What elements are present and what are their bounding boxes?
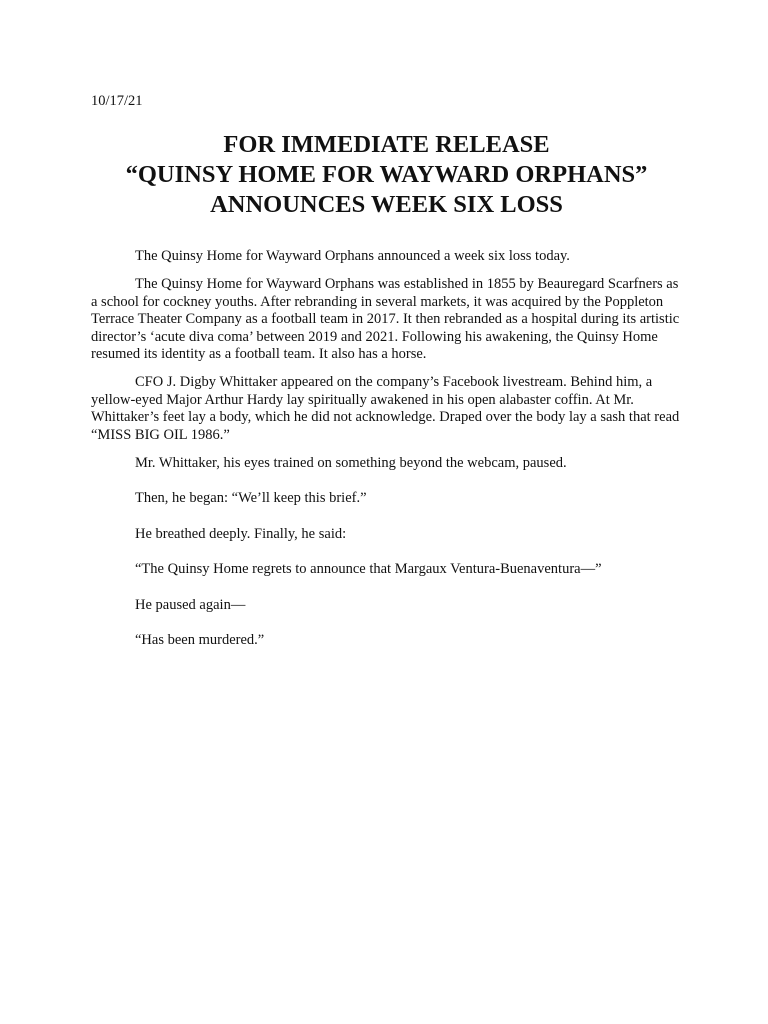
paragraph-8: He paused again—	[135, 596, 246, 613]
headline-line-3: ANNOUNCES WEEK SIX LOSS	[210, 191, 563, 218]
paragraph-4: Mr. Whittaker, his eyes trained on something beyond the webcam, paused.	[135, 455, 567, 472]
paragraph-3: CFO J. Digby Whittaker appeared on the company’s Facebook livestream. Behind him, a yellow-eyed Major Arthur Hardy lay spiritually awakened in his open alabaster coffin. At Mr. Whittaker’s feet lay a body, which he did not acknowledge. Draped over the body lay a sash that read “MISS BIG OIL 1986.”	[91, 374, 680, 443]
paragraph-9: “Has been murdered.”	[135, 632, 265, 649]
paragraph-6: He breathed deeply. Finally, he said:	[135, 525, 347, 542]
paragraph-1: The Quinsy Home for Wayward Orphans announced a week six loss today.	[135, 248, 570, 264]
release-date: 10/17/21	[91, 93, 143, 109]
headline	[91, 130, 682, 220]
paragraph-5: Then, he began: “We’ll keep this brief.”	[135, 490, 367, 507]
paragraph-7: “The Quinsy Home regrets to announce that Margaux Ventura-Buenaventura—”	[135, 561, 602, 578]
headline-line-1: FOR IMMEDIATE RELEASE	[223, 131, 550, 158]
paragraph-2: The Quinsy Home for Wayward Orphans was established in 1855 by Beauregard Scarfners as a school for cockney youths. After rebranding in several markets, it was acquired by the Poppleton Terrace Theater Company as a football team in 2017. It then rebranded as a hospital during its artistic director’s ‘acute diva coma’ between 2019 and 2021. Following his awakening, the Quinsy Home resumed its identity as a football team. It also has a horse.	[91, 276, 680, 363]
headline-line-2: “QUINSY HOME FOR WAYWARD ORPHANS”	[125, 161, 648, 188]
